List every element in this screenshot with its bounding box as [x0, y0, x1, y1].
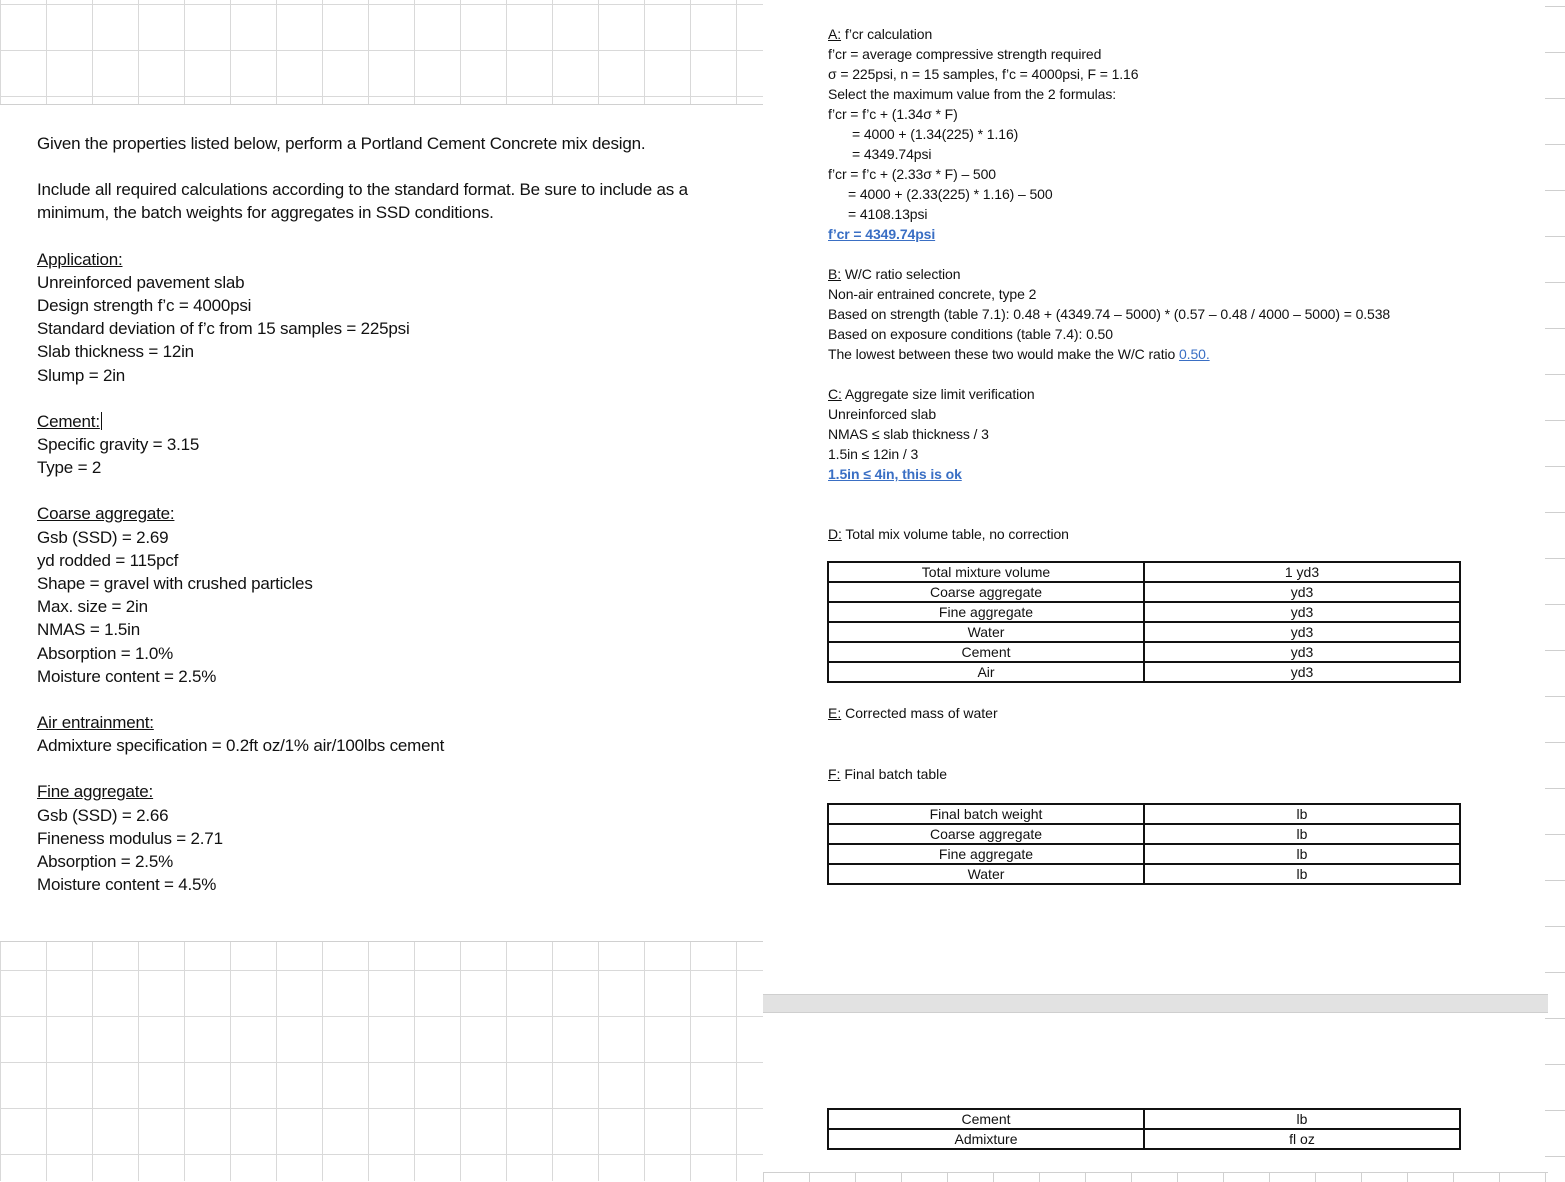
section-a-line: Select the maximum value from the 2 formulas:	[828, 86, 1117, 102]
section-a-line: σ = 225psi, n = 15 samples, f’c = 4000psi, F = 1.16	[828, 66, 1139, 82]
batch-label-cell[interactable]: Water	[828, 864, 1144, 884]
section-a-result-1: = 4349.74psi	[852, 146, 932, 162]
application-line: Standard deviation of f’c from 15 samples = 225psi	[37, 319, 410, 339]
table-row	[828, 864, 1460, 884]
left-document-page[interactable]	[0, 104, 763, 942]
section-f-title	[828, 764, 947, 784]
page-break-divider	[763, 994, 1548, 1013]
section-b-line: Non-air entrained concrete, type 2	[828, 286, 1037, 302]
right-gridline-ticks	[1545, 0, 1565, 1181]
section-b-line: Based on exposure conditions (table 7.4): 0.50	[828, 326, 1113, 342]
fine-line: Fineness modulus = 2.71	[37, 828, 223, 848]
section-e-label: E:	[828, 705, 842, 721]
volume-value-cell[interactable]: yd3	[1144, 582, 1460, 602]
section-e-title	[828, 703, 998, 723]
table-row	[828, 844, 1460, 864]
volume-value-cell[interactable]: yd3	[1144, 662, 1460, 682]
table-row	[828, 562, 1460, 582]
section-c-title-text: Aggregate size limit verification	[841, 386, 1035, 402]
air-line: Admixture specification = 0.2ft oz/1% air/100lbs cement	[37, 736, 445, 756]
fine-line: Gsb (SSD) = 2.66	[37, 805, 169, 825]
section-f-title-text: Final batch table	[840, 766, 948, 782]
coarse-line: NMAS = 1.5in	[37, 620, 140, 640]
section-a-formula-1: f’cr = f’c + (1.34σ * F)	[828, 106, 958, 122]
batch-value-cell[interactable]: fl oz	[1144, 1129, 1460, 1149]
volume-label-cell[interactable]: Water	[828, 622, 1144, 642]
section-f-label: F:	[828, 766, 841, 782]
application-line: Unreinforced pavement slab	[37, 272, 245, 292]
volume-value-cell[interactable]: yd3	[1144, 642, 1460, 662]
volume-label-cell[interactable]: Fine aggregate	[828, 602, 1144, 622]
section-b-conclusion-text: The lowest between these two would make the W/C ratio	[828, 346, 1179, 362]
section-c-line: NMAS ≤ slab thickness / 3	[828, 426, 989, 442]
cement-heading: Cement:	[37, 411, 100, 431]
volume-label-cell[interactable]: Coarse aggregate	[828, 582, 1144, 602]
section-a-calc-1: = 4000 + (1.34(225) * 1.16)	[852, 126, 1019, 142]
section-b-label: B:	[828, 266, 842, 282]
volume-label-cell[interactable]: Air	[828, 662, 1144, 682]
solution-content	[828, 24, 1508, 544]
table-row	[828, 622, 1460, 642]
batch-label-cell[interactable]: Final batch weight	[828, 804, 1144, 824]
section-a-label: A:	[828, 26, 842, 42]
air-heading: Air entrainment:	[37, 713, 154, 733]
table-row	[828, 1129, 1460, 1149]
section-b-title-text: W/C ratio selection	[841, 266, 961, 282]
section-b-title	[828, 264, 1508, 284]
batch-value-cell[interactable]: lb	[1144, 844, 1460, 864]
cement-line: Specific gravity = 3.15	[37, 435, 200, 455]
intro-line-2b: minimum, the batch weights for aggregates in SSD conditions.	[37, 203, 494, 223]
table-row	[828, 582, 1460, 602]
volume-label-cell[interactable]: Cement	[828, 642, 1144, 662]
section-a-title-text: f’cr calculation	[841, 26, 933, 42]
batch-label-cell[interactable]: Cement	[828, 1109, 1144, 1129]
coarse-line: Max. size = 2in	[37, 597, 148, 617]
batch-label-cell[interactable]: Coarse aggregate	[828, 824, 1144, 844]
volume-value-cell[interactable]: yd3	[1144, 602, 1460, 622]
table-row	[828, 804, 1460, 824]
coarse-line: Moisture content = 2.5%	[37, 666, 217, 686]
coarse-line: Absorption = 1.0%	[37, 643, 173, 663]
volume-value-cell[interactable]: yd3	[1144, 622, 1460, 642]
table-row	[828, 602, 1460, 622]
batch-label-cell[interactable]: Fine aggregate	[828, 844, 1144, 864]
cement-heading-row	[37, 410, 747, 433]
section-c-line: Unreinforced slab	[828, 406, 937, 422]
intro-line-2a: Include all required calculations according to the standard format. Be sure to include as a	[37, 180, 688, 200]
left-document-pane[interactable]	[0, 0, 763, 1181]
batch-value-cell[interactable]: lb	[1144, 1109, 1460, 1129]
section-c-label: C:	[828, 386, 842, 402]
volume-value-cell[interactable]: 1 yd3	[1144, 562, 1460, 582]
batch-value-cell[interactable]: lb	[1144, 804, 1460, 824]
cement-line: Type = 2	[37, 458, 102, 478]
application-line: Slab thickness = 12in	[37, 342, 194, 362]
batch-value-cell[interactable]: lb	[1144, 864, 1460, 884]
application-line: Slump = 2in	[37, 365, 126, 385]
section-b-line: Based on strength (table 7.1): 0.48 + (4349.74 – 5000) * (0.57 – 0.48 / 4000 – 5000) = 0.538	[828, 306, 1391, 322]
batch-value-cell[interactable]: lb	[1144, 824, 1460, 844]
text-cursor	[101, 412, 102, 430]
problem-statement	[37, 132, 747, 896]
table-row	[828, 1109, 1460, 1129]
coarse-line: Gsb (SSD) = 2.69	[37, 527, 169, 547]
fine-heading: Fine aggregate:	[37, 782, 154, 802]
section-a-result-2: = 4108.13psi	[848, 206, 928, 222]
final-batch-table	[827, 803, 1461, 885]
section-e-title-text: Corrected mass of water	[841, 705, 998, 721]
section-b-conclusion	[828, 344, 1508, 364]
section-d-label: D:	[828, 526, 842, 542]
coarse-heading: Coarse aggregate:	[37, 504, 175, 524]
batch-label-cell[interactable]: Admixture	[828, 1129, 1144, 1149]
application-heading: Application:	[37, 249, 123, 269]
coarse-line: yd rodded = 115pcf	[37, 550, 179, 570]
section-a-line: f’cr = average compressive strength required	[828, 46, 1102, 62]
section-a-calc-2: = 4000 + (2.33(225) * 1.16) – 500	[848, 186, 1053, 202]
mix-volume-table	[827, 561, 1461, 683]
intro-line-1: Given the properties listed below, perform a Portland Cement Concrete mix design.	[37, 134, 646, 153]
section-d-title	[828, 524, 1508, 544]
application-line: Design strength f’c = 4000psi	[37, 296, 252, 316]
section-a-formula-2: f’cr = f’c + (2.33σ * F) – 500	[828, 166, 996, 182]
section-b-answer: 0.50.	[1179, 346, 1210, 362]
coarse-line: Shape = gravel with crushed particles	[37, 574, 313, 594]
final-batch-table-continued	[827, 1108, 1461, 1150]
table-row	[828, 824, 1460, 844]
section-c-line: 1.5in ≤ 12in / 3	[828, 446, 919, 462]
fine-line: Moisture content = 4.5%	[37, 875, 217, 895]
section-c-title	[828, 384, 1508, 404]
section-c-answer: 1.5in ≤ 4in, this is ok	[828, 466, 962, 482]
fine-line: Absorption = 2.5%	[37, 852, 173, 872]
table-row	[828, 662, 1460, 682]
section-a-answer: f’cr = 4349.74psi	[828, 226, 936, 242]
table-row	[828, 642, 1460, 662]
section-d-title-text: Total mix volume table, no correction	[841, 526, 1069, 542]
volume-label-cell[interactable]: Total mixture volume	[828, 562, 1144, 582]
section-a-title	[828, 24, 1508, 44]
